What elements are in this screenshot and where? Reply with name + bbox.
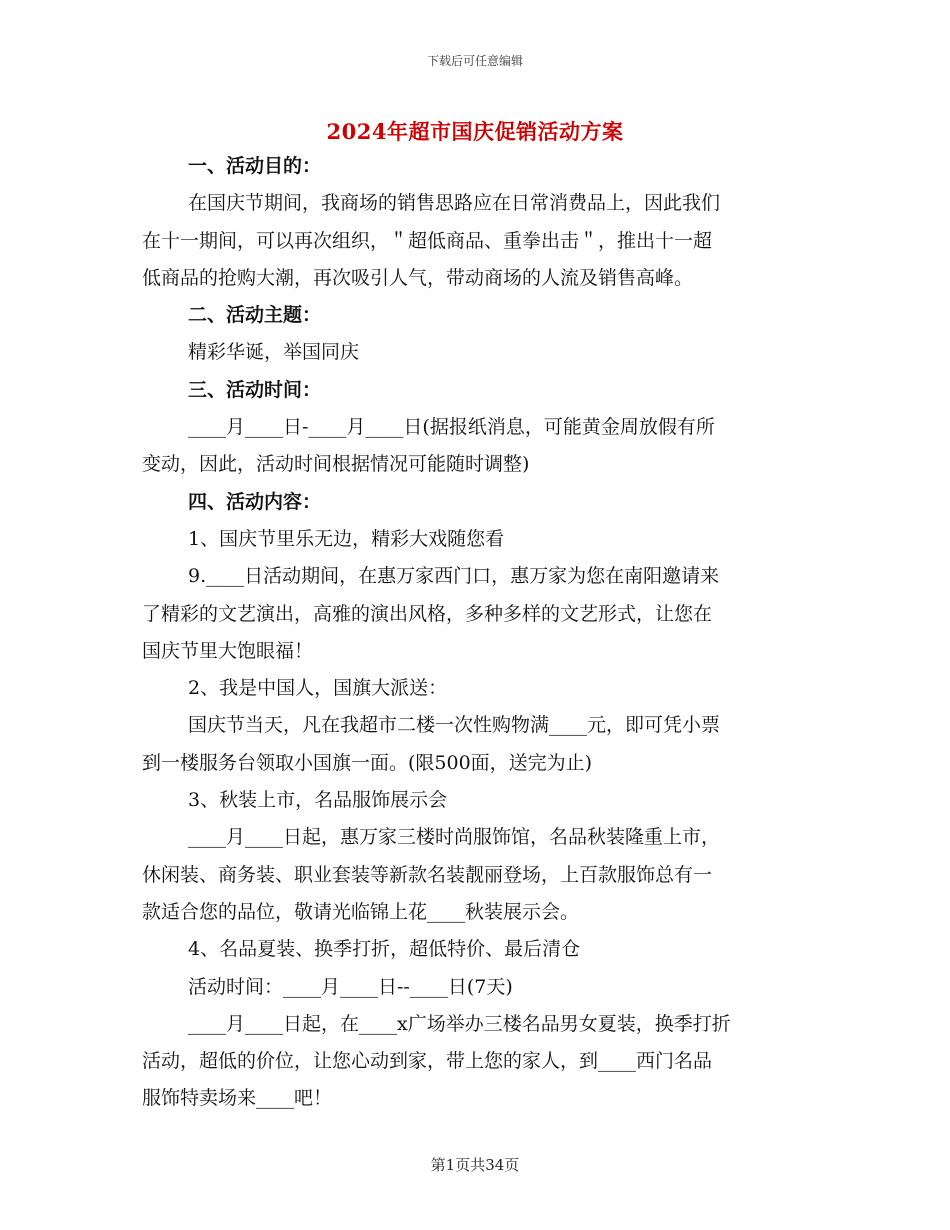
header-note: 下载后可任意编辑: [426, 54, 523, 68]
body-line: 低商品的抢购大潮，再次吸引人气，带动商场的人流及销售高峰。: [142, 266, 694, 289]
body-line: 9.____日活动期间，在惠万家西门口，惠万家为您在南阳邀请来: [188, 565, 720, 588]
body-line: 4、名品夏装、换季打折，超低特价、最后清仓: [188, 938, 581, 961]
section-heading: 三、活动时间：: [188, 378, 322, 401]
body-line: 在十一期间，可以再次组织，＂超低商品、重拳出击＂，推出十一超: [142, 229, 713, 252]
body-line: 服饰特卖场来____吧！: [142, 1087, 333, 1110]
section-heading: 一、活动目的：: [188, 155, 322, 177]
body-line: 了精彩的文艺演出，高雅的演出风格，多种多样的文艺形式，让您在: [142, 602, 713, 625]
body-line: 3、秋装上市，名品服饰展示会: [188, 789, 448, 812]
body-line: 休闲装、商务装、职业套装等新款名装靓丽登场，上百款服饰总有一: [142, 863, 713, 886]
body-line: 变动，因此，活动时间根据情况可能随时调整): [142, 453, 530, 476]
body-line: ____月____日起，在____x广场举办三楼名品男女夏装，换季打折: [188, 1012, 731, 1035]
body-line: ____月____日-____月____日(据报纸消息，可能黄金周放假有所: [188, 416, 715, 439]
section-heading: 二、活动主题：: [188, 304, 322, 327]
document-body: [142, 148, 810, 1118]
body-line: 在国庆节期间，我商场的销售思路应在日常消费品上，因此我们: [188, 192, 721, 215]
body-line: 国庆节当天，凡在我超市二楼一次性购物满____元，即可凭小票: [188, 714, 721, 737]
body-line: 精彩华诞，举国同庆: [188, 341, 360, 364]
page-footer: 第1页共34页: [430, 1156, 520, 1174]
body-line: 国庆节里大饱眼福！: [142, 639, 314, 662]
body-line: 活动，超低的价位，让您心动到家，带上您的家人，到____西门名品: [142, 1050, 713, 1073]
section-heading: 四、活动内容：: [188, 490, 322, 513]
body-line: 1、国庆节里乐无边，精彩大戏随您看: [188, 527, 505, 550]
body-line: 活动时间：____月____日--____日(7天): [188, 975, 513, 998]
body-line: ____月____日起，惠万家三楼时尚服饰馆，名品秋装隆重上市，: [188, 826, 721, 849]
body-line: 到一楼服务台领取小国旗一面。(限500面，送完为止): [142, 751, 593, 774]
body-line: 款适合您的品位，敬请光临锦上花____秋装展示会。: [142, 900, 580, 923]
body-line: 2、我是中国人，国旗大派送：: [188, 677, 448, 700]
document-title: 2024年超市国庆促销活动方案: [326, 119, 624, 144]
